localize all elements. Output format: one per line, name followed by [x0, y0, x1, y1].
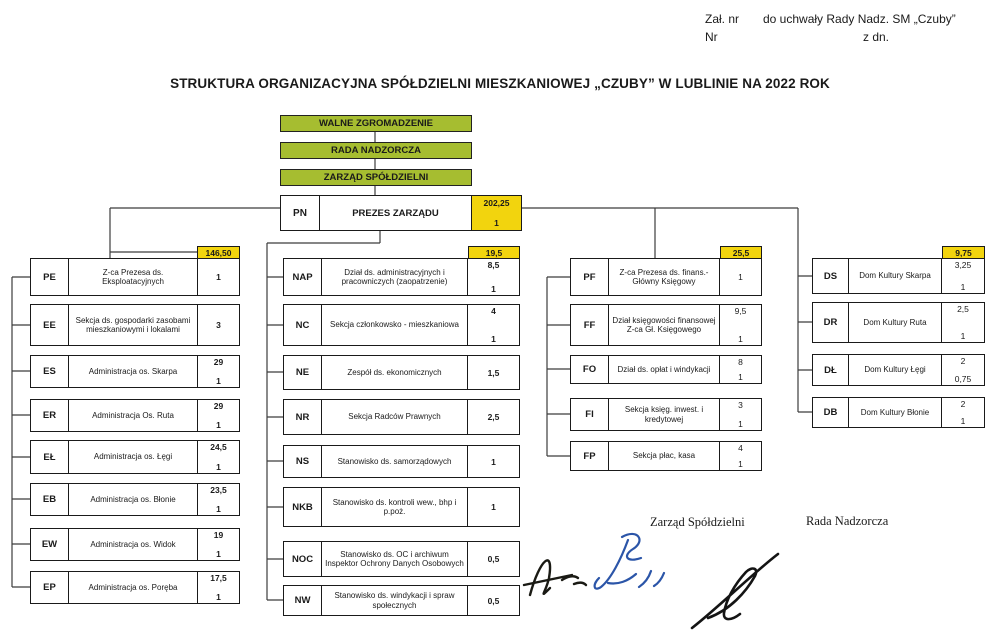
staffing-sub: 1	[738, 372, 743, 382]
staffing-total: 202,25	[483, 198, 510, 208]
staffing-value: 2,5	[487, 412, 500, 422]
staffing-sub: 1	[216, 462, 221, 472]
attachment-label: Zał. nr	[705, 12, 740, 26]
unit-label: Dział księgowości finansowej Z-ca Gł. Księgowego	[612, 315, 716, 334]
column-total-organizacja: 19,5	[468, 246, 520, 259]
staffing-value: 1	[216, 272, 221, 282]
board-signature-label: Zarząd Spółdzielni	[650, 515, 745, 529]
staffing-value: 1,5	[487, 367, 500, 378]
staffing-value: 8	[738, 357, 743, 367]
unit-code: DB	[813, 398, 849, 427]
unit-code: EE	[31, 305, 69, 345]
staffing-value: 29	[213, 357, 224, 367]
staffing-value: 2,5	[957, 304, 969, 314]
org-unit-ee	[30, 304, 240, 346]
unit-code: PF	[571, 259, 609, 295]
org-unit-db	[812, 397, 985, 428]
unit-code: DR	[813, 303, 849, 342]
unit-label: Sekcja ds. gospodarki zasobami mieszkaniowymi i lokalami	[75, 315, 191, 334]
unit-code: NAP	[284, 259, 322, 295]
unit-label: PREZES ZARZĄDU	[352, 207, 439, 219]
unit-code: FF	[571, 305, 609, 345]
number-label: Nr	[705, 30, 718, 44]
column-total-eksploatacja: 146,50	[197, 246, 240, 259]
org-unit-dr	[812, 302, 985, 343]
unit-code: ER	[31, 400, 69, 431]
staffing-value: 19	[213, 530, 224, 540]
staffing-sub: 1	[216, 592, 221, 602]
org-unit-fp	[570, 441, 762, 471]
org-unit-nr	[283, 399, 520, 435]
staffing-sub: 1	[738, 334, 743, 344]
box-prezes-zarzadu	[280, 195, 522, 231]
unit-label: Sekcja Radców Prawnych	[348, 412, 441, 422]
unit-label: Stanowisko ds. kontroli wew., bhp i p.poż.	[332, 497, 457, 516]
staffing-sub: 1	[738, 459, 743, 469]
box-zarzad-spoldzielni: ZARZĄD SPÓŁDZIELNI	[280, 169, 472, 186]
staffing-value: 3	[216, 320, 221, 330]
council-signature-label: Rada Nadzorcza	[806, 514, 889, 528]
staffing-value: 0,5	[487, 595, 500, 606]
org-unit-noc	[283, 541, 520, 577]
box-walne-zgromadzenie: WALNE ZGROMADZENIE	[280, 115, 472, 132]
staffing-value: 23,5	[210, 485, 227, 495]
unit-code: DS	[813, 259, 849, 293]
org-unit-nw	[283, 585, 520, 616]
staffing-sub: 1	[738, 419, 743, 429]
staffing-value: 4	[738, 443, 743, 453]
staffing-value: 9,5	[734, 306, 747, 316]
unit-label: Sekcja członkowsko - mieszkaniowa	[330, 320, 459, 330]
unit-label: Administracja os. Poręba	[88, 582, 178, 592]
unit-code: DŁ	[813, 355, 849, 385]
unit-code: FO	[571, 356, 609, 383]
org-unit-el	[30, 440, 240, 474]
staffing-value: 3	[738, 400, 743, 410]
unit-label: Administracja os. Łęgi	[93, 452, 173, 462]
unit-label: Dział ds. opłat i windykacji	[617, 364, 711, 374]
resolution-note	[705, 10, 997, 46]
org-unit-ep	[30, 571, 240, 604]
unit-label: Administracja os. Widok	[90, 539, 176, 549]
staffing-cell	[471, 196, 521, 230]
org-unit-fo	[570, 355, 762, 384]
unit-code: NE	[284, 356, 322, 389]
staffing-value: 2	[960, 399, 966, 409]
unit-label: Sekcja księg. inwest. i kredytowej	[624, 405, 704, 424]
unit-code: NR	[284, 400, 322, 434]
staffing-sub: 1	[491, 334, 496, 344]
unit-label: Administracja os. Błonie	[90, 494, 176, 504]
unit-code: EB	[31, 484, 69, 515]
staffing-value: 29	[213, 401, 224, 411]
unit-label: Stanowisko ds. samorządowych	[337, 456, 452, 466]
attachment-text: do uchwały Rady Nadz. SM „Czuby”	[763, 12, 956, 26]
staffing-sub: 1	[960, 416, 966, 426]
unit-code: NOC	[284, 542, 322, 576]
org-unit-ds	[812, 258, 985, 294]
staffing-sub: 1	[960, 282, 966, 292]
unit-label: Z-ca Prezesa ds. finans.- Główny Księgowy	[619, 267, 709, 286]
org-unit-eb	[30, 483, 240, 516]
staffing-value: 2	[960, 356, 966, 366]
org-unit-nc	[283, 304, 520, 346]
unit-label: Stanowisko ds. OC i archiwum Inspektor Ochrony Danych Osobowych	[325, 549, 464, 568]
unit-label: Administracja os. Skarpa	[88, 366, 178, 376]
staffing-value: 3,25	[954, 260, 972, 270]
staffing-sub: 1	[494, 218, 499, 228]
org-unit-nkb	[283, 487, 520, 527]
unit-label: Zespół ds. ekonomicznych	[347, 367, 442, 377]
org-unit-ew	[30, 528, 240, 561]
org-unit-er	[30, 399, 240, 432]
unit-code: PE	[31, 259, 69, 295]
signature-scribble-1-icon	[522, 540, 594, 606]
org-unit-ff	[570, 304, 762, 346]
unit-code: NC	[284, 305, 322, 345]
unit-label: Sekcja płac, kasa	[632, 451, 696, 461]
org-unit-ns	[283, 445, 520, 478]
unit-code: FI	[571, 399, 609, 430]
column-total-finanse: 25,5	[720, 246, 762, 259]
unit-label: Dom Kultury Skarpa	[859, 271, 931, 281]
staffing-sub: 1	[216, 420, 221, 430]
unit-label: Z-ca Prezesa ds. Eksploatacyjnych	[102, 267, 164, 286]
staffing-value: 0,5	[487, 554, 500, 564]
staffing-sub: 1	[216, 504, 221, 514]
page-title: STRUKTURA ORGANIZACYJNA SPÓŁDZIELNI MIESZKANIOWEJ „CZUBY” W LUBLINIE NA 2022 ROK	[170, 76, 830, 91]
org-unit-dl	[812, 354, 985, 386]
staffing-value: 1	[738, 272, 743, 282]
org-unit-es	[30, 355, 240, 388]
unit-label: Dom Kultury Błonie	[860, 407, 930, 417]
unit-code: FP	[571, 442, 609, 470]
unit-code: NKB	[284, 488, 322, 526]
staffing-value: 8,5	[487, 260, 500, 270]
staffing-value: 17,5	[210, 573, 227, 583]
box-rada-nadzorcza: RADA NADZORCZA	[280, 142, 472, 159]
org-unit-fi	[570, 398, 762, 431]
staffing-value: 4	[491, 306, 496, 316]
staffing-sub: 1	[216, 549, 221, 559]
date-label: z dn.	[863, 30, 890, 44]
staffing-sub: 1	[216, 376, 221, 386]
staffing-sub: 1	[960, 331, 966, 341]
signature-scribble-3-icon	[688, 548, 794, 632]
staffing-sub: 0,75	[954, 374, 972, 384]
staffing-value: 24,5	[210, 442, 227, 452]
unit-code: NW	[284, 586, 322, 615]
staffing-value: 1	[491, 456, 496, 467]
org-unit-pf	[570, 258, 762, 296]
unit-label: Dom Kultury Łęgi	[864, 365, 926, 375]
signature-scribble-2-icon	[592, 527, 674, 607]
org-unit-pe	[30, 258, 240, 296]
unit-code: EŁ	[31, 441, 69, 473]
unit-code: NS	[284, 446, 322, 477]
unit-code: ES	[31, 356, 69, 387]
org-unit-ne	[283, 355, 520, 390]
unit-label: Stanowisko ds. windykacji i spraw społecznych	[334, 591, 455, 610]
unit-label: Administracja Os. Ruta	[92, 410, 174, 420]
staffing-value: 1	[491, 502, 496, 512]
unit-code: EW	[31, 529, 69, 560]
unit-code: PN	[281, 196, 320, 230]
staffing-sub: 1	[491, 284, 496, 294]
unit-label: Dział ds. administracyjnych i pracowniczych (zaopatrzenie)	[341, 267, 448, 286]
unit-code: EP	[31, 572, 69, 603]
unit-label: Dom Kultury Ruta	[863, 317, 927, 327]
column-total-domy-kultury: 9,75	[942, 246, 985, 259]
org-unit-nap	[283, 258, 520, 296]
